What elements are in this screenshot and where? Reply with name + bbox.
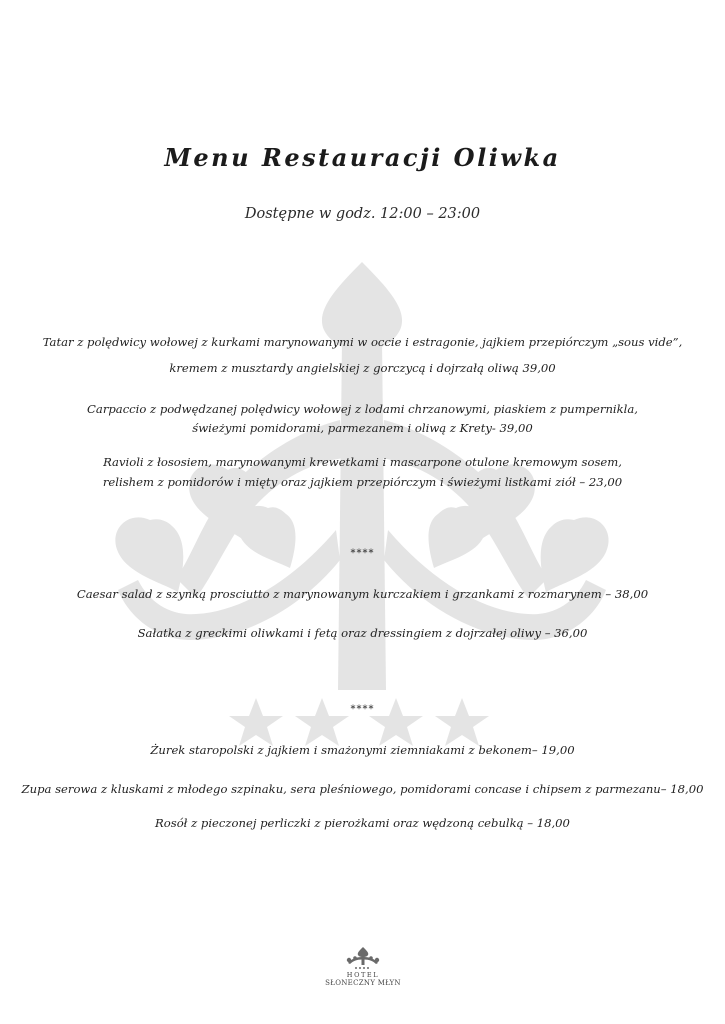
logo-text-name: SŁONECZNY MŁYN — [325, 979, 401, 987]
menu-item-line: Carpaccio z podwędzanej polędwicy wołowej z lodami chrzanowymi, piaskiem z pumpernikla, — [87, 402, 638, 416]
menu-item-line: kremem z musztardy angielskiej z gorczycą i dojrzałą oliwą 39,00 — [169, 361, 556, 375]
menu-item-line: świeżymi pomidorami, parmezanem i oliwą z Krety- 39,00 — [192, 421, 533, 435]
logo-text-hotel: HOTEL — [346, 971, 380, 979]
menu-item-line: Sałatka z greckimi oliwkami i fetą oraz dressingiem z dojrzałej oliwy – 36,00 — [137, 626, 588, 640]
opening-hours: Dostępne w godz. 12:00 – 23:00 — [244, 206, 481, 222]
menu-item-line: Rosół z pieczonej perliczki z pierożkami oraz wędzoną cebulką – 18,00 — [155, 816, 570, 830]
section-separator: **** — [350, 548, 375, 559]
hotel-logo — [318, 945, 408, 991]
page-title: Menu Restauracji Oliwka — [164, 143, 561, 172]
menu-item-line: Caesar salad z szynką prosciutto z marynowanym kurczakiem i grzankami z rozmarynem – 38,00 — [76, 587, 649, 601]
hotel-logo-icon — [318, 945, 408, 971]
menu-item-line: Zupa serowa z kluskami z młodego szpinaku, sera pleśniowego, pomidorami concase i chipsem z parmezanu– 18,00 — [21, 782, 704, 796]
menu-item-line: Ravioli z łososiem, marynowanymi krewetkami i mascarpone otulone kremowym sosem, — [103, 455, 622, 469]
menu-item-line: relishem z pomidorów i mięty oraz jajkiem przepiórczym i świeżymi listkami ziół – 23,00 — [102, 475, 623, 489]
section-separator: **** — [350, 704, 375, 715]
menu-item-line: Żurek staropolski z jajkiem i smażonymi ziemniakami z bekonem– 19,00 — [150, 743, 575, 757]
menu-item-line: Tatar z polędwicy wołowej z kurkami marynowanymi w occie i estragonie, jajkiem przepiórczym „sous vide”, — [42, 335, 683, 349]
